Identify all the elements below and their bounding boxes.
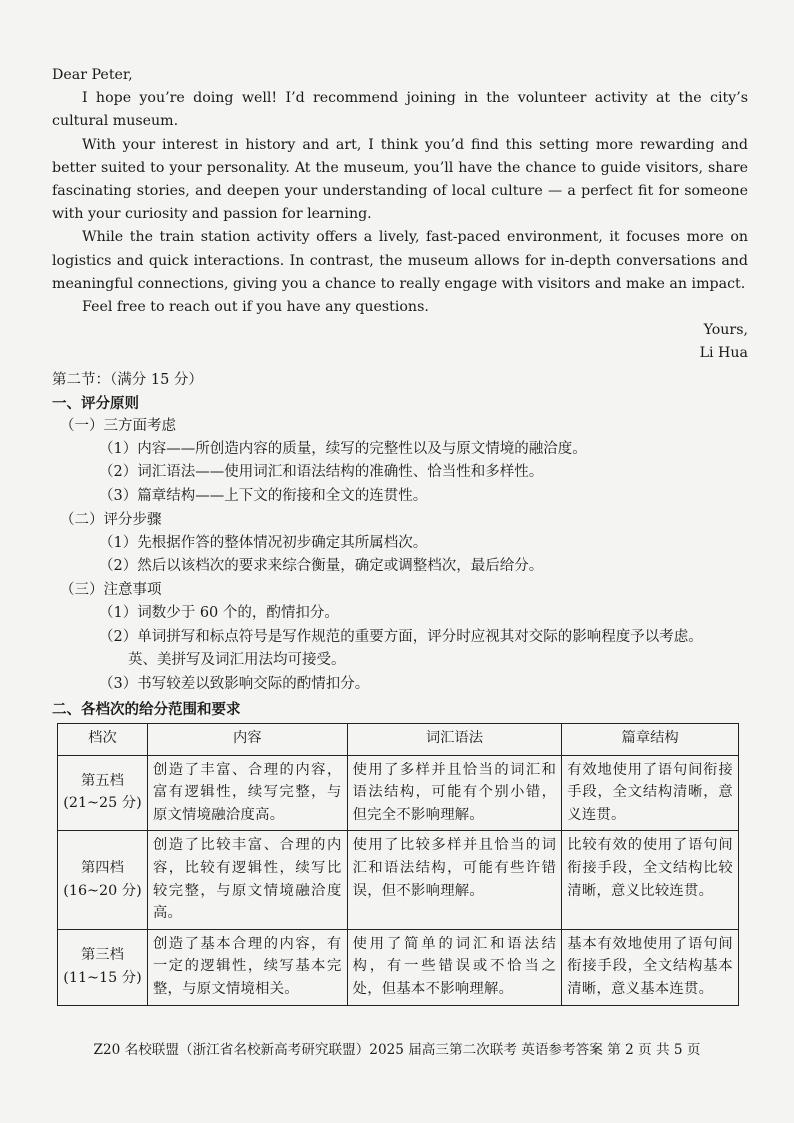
level-range: (11~15 分): [63, 969, 142, 986]
table-row: [58, 755, 739, 831]
header-level: 档次: [58, 723, 148, 755]
content-cell: 创造了丰富、合理的内容，富有逻辑性，续写完整，与原文情境融洽度高。: [147, 755, 347, 831]
page-footer: Z20 名校联盟（浙江省名校新高考研究联盟）2025 届高三第二次联考 英语参考答案 第 2 页 共 5 页: [93, 1042, 701, 1058]
sub3-heading: （三）注意事项: [60, 582, 162, 599]
level-cell: [58, 929, 148, 1005]
content-cell: 创造了比较丰富、合理的内容，比较有逻辑性，续写比较完整，与原文情境融洽度高。: [147, 831, 347, 929]
grammar-cell: 使用了比较多样并且恰当的词汇和语法结构，可能有些许错误，但不影响理解。: [347, 831, 562, 929]
level-name: 第四档: [81, 859, 124, 876]
letter-signature: Li Hua: [699, 345, 748, 362]
sub1-item-1: （1）内容——所创造内容的质量，续写的完整性以及与原文情境的融洽度。: [99, 440, 587, 457]
sub2-item-2: （2）然后以该档次的要求来综合衡量，确定或调整档次，最后给分。: [99, 558, 544, 575]
sub2-item-1: （1）先根据作答的整体情况初步确定其所属档次。: [99, 534, 428, 551]
letter-paragraph-2: With your interest in history and art, I think you’d find this setting more rewarding and better suited to your personality. At the museum, you’ll have the chance to guide visitors, share fascinating stories, and deepen your understanding of local culture — a perfect fit for someone with your curiosity and passion for learning.: [52, 136, 748, 223]
structure-cell: 比较有效的使用了语句间衔接手段，全文结构比较清晰，意义比较连贯。: [562, 831, 739, 929]
sub3-item-3: （3）书写较差以致影响交际的酌情扣分。: [99, 676, 370, 692]
sub1-item-3: （3）篇章结构——上下文的衔接和全文的连贯性。: [99, 488, 428, 505]
sub1-item-2: （2）词汇语法——使用词汇和语法结构的准确性、恰当性和多样性。: [99, 464, 544, 481]
structure-cell: 基本有效地使用了语句间衔接手段，全文结构基本清晰，意义基本连贯。: [562, 929, 739, 1005]
sub3-item-2-continued: 英、美拼写及词汇用法均可接受。: [128, 652, 346, 669]
grammar-cell: 使用了多样并且恰当的词汇和语法结构，可能有个别小错，但完全不影响理解。: [347, 755, 562, 831]
content-cell: 创造了基本合理的内容，有一定的逻辑性，续写基本完整，与原文情境相关。: [147, 929, 347, 1005]
level-name: 第三档: [81, 947, 124, 964]
scoring-rubric-table: [57, 723, 739, 1006]
level-cell: [58, 831, 148, 929]
table-row: [58, 831, 739, 929]
header-content: 内容: [147, 723, 347, 755]
section-title: 第二节：（满分 15 分）: [52, 371, 203, 388]
grammar-cell: 使用了简单的词汇和语法结构，有一些错误或不恰当之处，但基本不影响理解。: [347, 929, 562, 1005]
level-cell: [58, 755, 148, 831]
structure-cell: 有效地使用了语句间衔接手段，全文结构清晰，意义连贯。: [562, 755, 739, 831]
model-letter: [52, 64, 748, 366]
part1-heading: 一、评分原则: [52, 394, 139, 412]
letter-paragraph-4: Feel free to reach out if you have any questions.: [82, 299, 429, 316]
level-range: (16~20 分): [63, 882, 142, 899]
table-header-row: [58, 723, 739, 755]
letter-closing: Yours,: [703, 322, 748, 339]
header-structure: 篇章结构: [562, 723, 739, 755]
letter-paragraph-1: I hope you’re doing well! I’d recommend joining in the volunteer activity at the city’s cultural museum.: [52, 90, 748, 130]
level-name: 第五档: [81, 772, 124, 789]
table-row: [58, 929, 739, 1005]
letter-salutation: Dear Peter,: [52, 67, 133, 83]
sub1-heading: （一）三方面考虑: [60, 417, 176, 434]
sub2-heading: （二）评分步骤: [60, 511, 162, 528]
level-range: (21~25 分): [63, 795, 142, 812]
letter-paragraph-3: While the train station activity offers a lively, fast-paced environment, it focuses more on logistics and quick interactions. In contrast, the museum allows for in-depth conversations and meaningful connections, giving you a chance to really engage with visitors and make an impact.: [52, 229, 748, 292]
part2-heading: 二、各档次的给分范围和要求: [52, 700, 241, 718]
header-grammar: 词汇语法: [347, 723, 562, 755]
sub3-item-1: （1）词数少于 60 个的，酌情扣分。: [99, 605, 339, 622]
sub3-item-2: （2）单词拼写和标点符号是写作规范的重要方面，评分时应视其对交际的影响程度予以考虑。: [99, 628, 703, 645]
